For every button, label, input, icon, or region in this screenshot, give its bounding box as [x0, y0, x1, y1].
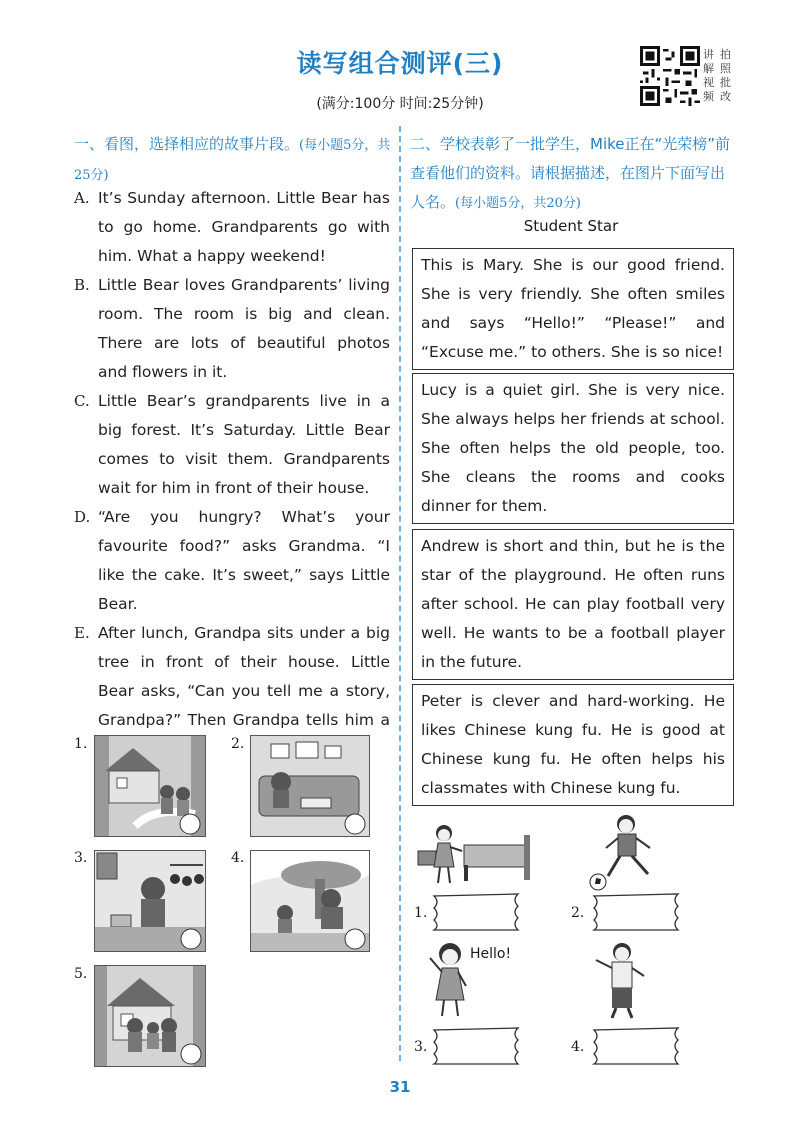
- qr-label-char: 讲: [703, 48, 714, 61]
- qr-label-char: 解: [703, 62, 714, 75]
- story-text: It’s Sunday afternoon. Little Bear has to go home. Grandparents go with him. What a happy weekend!: [98, 189, 390, 265]
- answer-box-3[interactable]: [430, 1026, 522, 1066]
- story-a: [74, 184, 390, 271]
- description-box-4: Peter is clever and hard-working. He likes Chinese kung fu. He is good at Chinese kung fu. He often helps his classmates with Chinese kung fu.: [412, 684, 734, 806]
- section1-instruction: 一、看图，选择相应的故事片段。: [74, 135, 300, 153]
- story-text: “Are you hungry? What’s your favourite food?” asks Grandma. “I like the cake. It’s sweet,” says Little Bear.: [98, 508, 390, 613]
- section2-instruction: 二、学校表彰了一批学生，Mike正在“光荣榜”前查看他们的资料。请根据描述，在图片下面写出人名。: [410, 135, 731, 211]
- story-c: [74, 387, 390, 503]
- answer-number: 3.: [414, 1039, 428, 1055]
- picture-number: 1.: [74, 736, 88, 752]
- answer-box-4[interactable]: [590, 1026, 682, 1066]
- story-letter: D.: [74, 508, 91, 526]
- page-title: 读写组合测评(三): [296, 49, 504, 78]
- person-cleaning-picture: [414, 815, 534, 890]
- section2-points: (每小题5分，共20分): [455, 196, 581, 211]
- picture-number: 2.: [231, 736, 245, 752]
- description-box-3: Andrew is short and thin, but he is the star of the playground. He often runs after school. He can play football very well. He wants to be a football player in the future.: [412, 529, 734, 680]
- story-b: [74, 271, 390, 387]
- qr-service-labels: [703, 48, 739, 104]
- story-text: Little Bear’s grandparents live in a big forest. It’s Saturday. Little Bear comes to visit them. Grandparents wait for him in front of their house.: [98, 392, 390, 497]
- qr-code-icon[interactable]: [640, 46, 700, 106]
- story-picture-2: [250, 735, 370, 837]
- qr-label-char: 照: [720, 62, 731, 75]
- person-kungfu-picture: [588, 940, 658, 1020]
- answer-box-1[interactable]: [430, 892, 522, 932]
- story-letter: B.: [74, 276, 90, 294]
- story-letter: A.: [74, 189, 90, 207]
- column-divider: [399, 126, 401, 1061]
- section2-heading: [410, 130, 732, 218]
- story-d: [74, 503, 390, 619]
- answer-number: 4.: [571, 1039, 585, 1055]
- section1-points: (每小题5分，共25分): [74, 138, 391, 183]
- page-number: 31: [389, 1078, 411, 1096]
- description-box-1: This is Mary. She is our good friend. She is very friendly. She often smiles and says “Hello!” “Please!” and “Excuse me.” to others. She is so nice!: [412, 248, 734, 370]
- answer-number: 2.: [571, 905, 585, 921]
- picture-number: 3.: [74, 850, 88, 866]
- answer-number: 1.: [414, 905, 428, 921]
- speech-bubble: Hello!: [470, 946, 512, 962]
- picture-number: 4.: [231, 850, 245, 866]
- answer-box-2[interactable]: [590, 892, 682, 932]
- qr-label-char: 视: [703, 76, 714, 89]
- qr-label-char: 改: [720, 90, 731, 103]
- story-picture-3: [94, 850, 206, 952]
- story-picture-4: [250, 850, 370, 952]
- story-letter: C.: [74, 392, 90, 410]
- qr-label-char: 批: [720, 76, 731, 89]
- story-picture-5: [94, 965, 206, 1067]
- story-letter: E.: [74, 624, 90, 642]
- score-time-info: (满分:100分 时间:25分钟): [316, 96, 484, 112]
- qr-label-char: 拍: [720, 48, 731, 61]
- story-text: Little Bear loves Grandparents’ living room. The room is big and clean. There are lots of beautiful photos and flowers in it.: [98, 276, 390, 381]
- student-star-title: Student Star: [523, 217, 619, 235]
- story-picture-1: [94, 735, 206, 837]
- person-football-picture: [586, 812, 666, 892]
- story-list: [74, 184, 390, 764]
- picture-number: 5.: [74, 966, 88, 982]
- qr-label-char: 频: [703, 90, 714, 103]
- description-box-2: Lucy is a quiet girl. She is very nice. She always helps her friends at school. She often helps the old people, too. She cleans the rooms and cooks dinner for them.: [412, 373, 734, 524]
- section1-heading: [74, 130, 396, 190]
- story-text: After lunch, Grandpa sits under a big tree in front of their house. Little Bear asks, “Can you tell me a story, Grandpa?” Then Grandpa tells him a: [98, 624, 390, 729]
